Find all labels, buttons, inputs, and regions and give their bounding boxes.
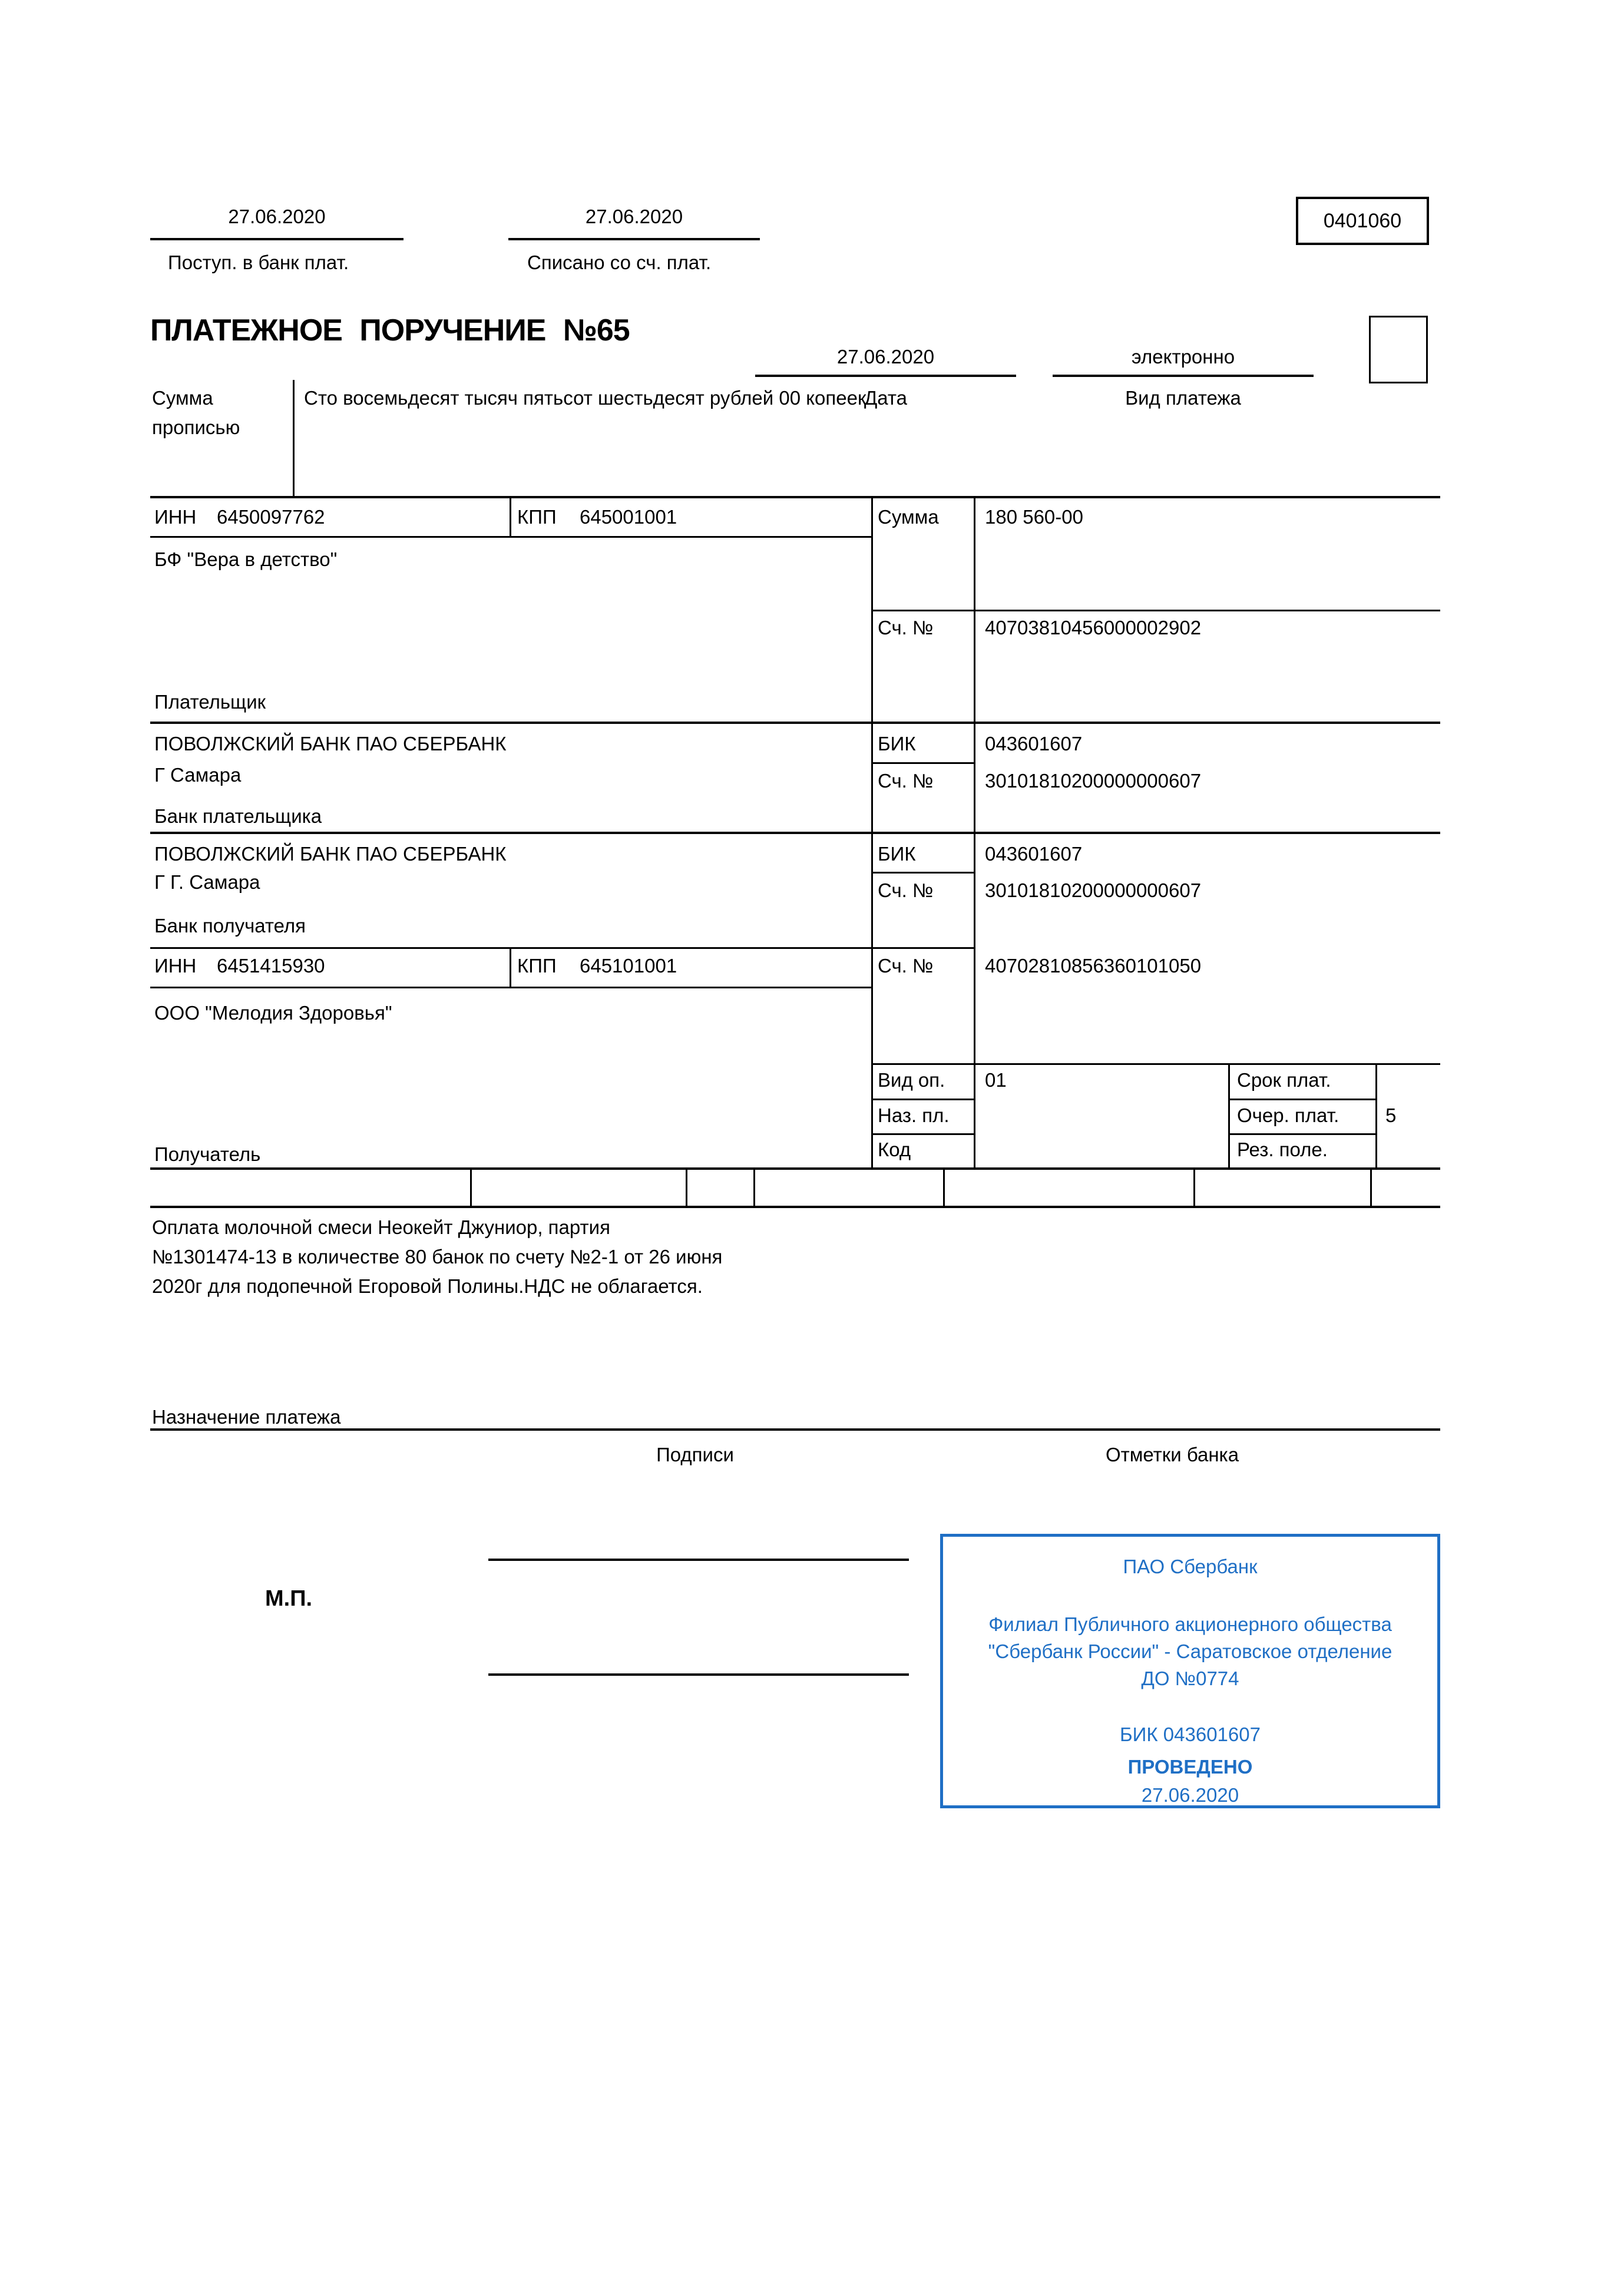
priority-label: Очер. плат. (1237, 1104, 1339, 1126)
received-date-label: Поступ. в банк плат. (168, 252, 349, 273)
signature-line-1 (488, 1559, 909, 1561)
stamp-branch-line-3: ДО №0774 (1141, 1668, 1239, 1689)
table-line (150, 536, 873, 538)
priority-value: 5 (1385, 1104, 1397, 1126)
code-label: Код (878, 1139, 911, 1160)
payment-kind-underline (1053, 375, 1314, 377)
purpose-line-1: Оплата молочной смеси Неокейт Джуниор, партия (152, 1216, 610, 1238)
bank-marks-label: Отметки банка (1105, 1444, 1239, 1465)
beneficiary-bank-bik-label: БИК (878, 843, 916, 865)
table-line (1375, 1063, 1377, 1167)
reserve-field-label: Рез. поле. (1237, 1139, 1328, 1160)
form-code: 0401060 (1323, 209, 1402, 232)
table-line (150, 722, 1440, 724)
table-line (150, 987, 873, 988)
form-code-box (1296, 197, 1429, 245)
beneficiary-bank-account-label: Сч. № (878, 879, 934, 901)
recipient-inn-label: ИНН (154, 955, 197, 977)
due-date-label: Срок плат. (1237, 1069, 1331, 1091)
table-line (686, 1167, 687, 1206)
debited-date-label: Списано со сч. плат. (527, 252, 712, 273)
document-date: 27.06.2020 (836, 346, 935, 368)
table-line (871, 1133, 975, 1135)
table-line (1193, 1167, 1195, 1206)
purpose-section-label: Назначение платежа (152, 1406, 341, 1428)
recipient-account-label: Сч. № (878, 955, 934, 977)
purpose-line-2: №1301474-13 в количестве 80 банок по счету №2-1 от 26 июня (152, 1246, 723, 1268)
payer-inn-label: ИНН (154, 506, 197, 528)
payment-kind: электронно (1131, 346, 1235, 368)
table-line (753, 1167, 755, 1206)
payer-bank-name: ПОВОЛЖСКИЙ БАНК ПАО СБЕРБАНК (154, 733, 507, 755)
amount-words-divider (293, 380, 295, 496)
recipient-kpp: 645101001 (580, 955, 677, 977)
beneficiary-bank-section-label: Банк получателя (154, 915, 306, 937)
payer-bank-city: Г Самара (154, 764, 242, 786)
beneficiary-bank-name: ПОВОЛЖСКИЙ БАНК ПАО СБЕРБАНК (154, 843, 507, 865)
amount-words-label-1: Сумма (152, 387, 213, 409)
signatures-label: Подписи (656, 1444, 734, 1465)
table-line (974, 496, 975, 1167)
signature-line-2 (488, 1673, 909, 1676)
received-date-underline (150, 238, 403, 240)
payer-kpp-label: КПП (517, 506, 557, 528)
payer-account: 40703810456000002902 (985, 617, 1202, 638)
table-line (150, 1428, 1440, 1431)
amount-words-label-2: прописью (152, 416, 240, 438)
debited-date: 27.06.2020 (585, 206, 683, 227)
op-type-value: 01 (985, 1069, 1007, 1091)
recipient-account: 40702810856360101050 (985, 955, 1202, 977)
beneficiary-bank-account: 30101810200000000607 (985, 879, 1202, 901)
amount-value: 180 560-00 (985, 506, 1083, 528)
beneficiary-bank-city: Г Г. Самара (154, 871, 260, 893)
table-line (871, 496, 873, 1167)
recipient-kpp-label: КПП (517, 955, 557, 977)
payer-bank-account-label: Сч. № (878, 770, 934, 792)
table-line (943, 1167, 945, 1206)
purpose-line-3: 2020г для подопечной Егоровой Полины.НДС не облагается. (152, 1275, 703, 1297)
beneficiary-bank-bik: 043601607 (985, 843, 1083, 865)
payer-section-label: Плательщик (154, 691, 266, 713)
document-date-underline (755, 375, 1016, 377)
table-line (871, 1099, 975, 1100)
recipient-section-label: Получатель (154, 1143, 261, 1165)
table-line (150, 1167, 1440, 1170)
payer-bank-account: 30101810200000000607 (985, 770, 1202, 792)
stamp-bik: БИК 043601607 (1120, 1723, 1261, 1745)
table-line (871, 610, 1440, 611)
table-line (150, 496, 1440, 498)
table-line (470, 1167, 472, 1206)
table-line (150, 947, 975, 949)
table-line (510, 496, 511, 536)
table-line (510, 947, 511, 987)
stamp-branch-line-2: "Сбербанк России" - Саратовское отделение (988, 1640, 1393, 1662)
document-date-label: Дата (864, 387, 908, 409)
recipient-name: ООО "Мелодия Здоровья" (154, 1002, 392, 1024)
stamp-bank-name: ПАО Сбербанк (1123, 1556, 1258, 1577)
payer-kpp: 645001001 (580, 506, 677, 528)
payer-bank-bik: 043601607 (985, 733, 1083, 755)
payer-account-label: Сч. № (878, 617, 934, 638)
table-line (871, 1063, 1440, 1065)
table-line (1228, 1133, 1377, 1135)
payer-status-box (1369, 316, 1428, 383)
payer-inn: 6450097762 (217, 506, 325, 528)
document-title: ПЛАТЕЖНОЕ ПОРУЧЕНИЕ №65 (150, 313, 630, 348)
stamp-branch-line-1: Филиал Публичного акционерного общества (988, 1613, 1392, 1635)
table-line (150, 832, 1440, 834)
table-line (1370, 1167, 1372, 1206)
op-type-label: Вид оп. (878, 1069, 945, 1091)
table-line (150, 1206, 1440, 1208)
received-date: 27.06.2020 (228, 206, 326, 227)
table-line (871, 872, 975, 874)
payment-kind-label: Вид платежа (1125, 387, 1241, 409)
payer-name: БФ "Вера в детство" (154, 548, 338, 570)
amount-label: Сумма (878, 506, 939, 528)
amount-in-words: Сто восемьдесят тысяч пятьсот шестьдесят рублей 00 копеек (304, 387, 866, 409)
purpose-code-label: Наз. пл. (878, 1104, 950, 1126)
stamp-place-label: М.П. (265, 1586, 313, 1611)
recipient-inn: 6451415930 (217, 955, 325, 977)
payer-bank-bik-label: БИК (878, 733, 916, 755)
stamp-status: ПРОВЕДЕНО (1127, 1756, 1253, 1778)
table-line (1228, 1063, 1230, 1167)
table-line (871, 762, 975, 764)
table-line (1228, 1099, 1377, 1100)
stamp-date: 27.06.2020 (1141, 1784, 1239, 1806)
payer-bank-section-label: Банк плательщика (154, 805, 322, 827)
debited-date-underline (508, 238, 760, 240)
